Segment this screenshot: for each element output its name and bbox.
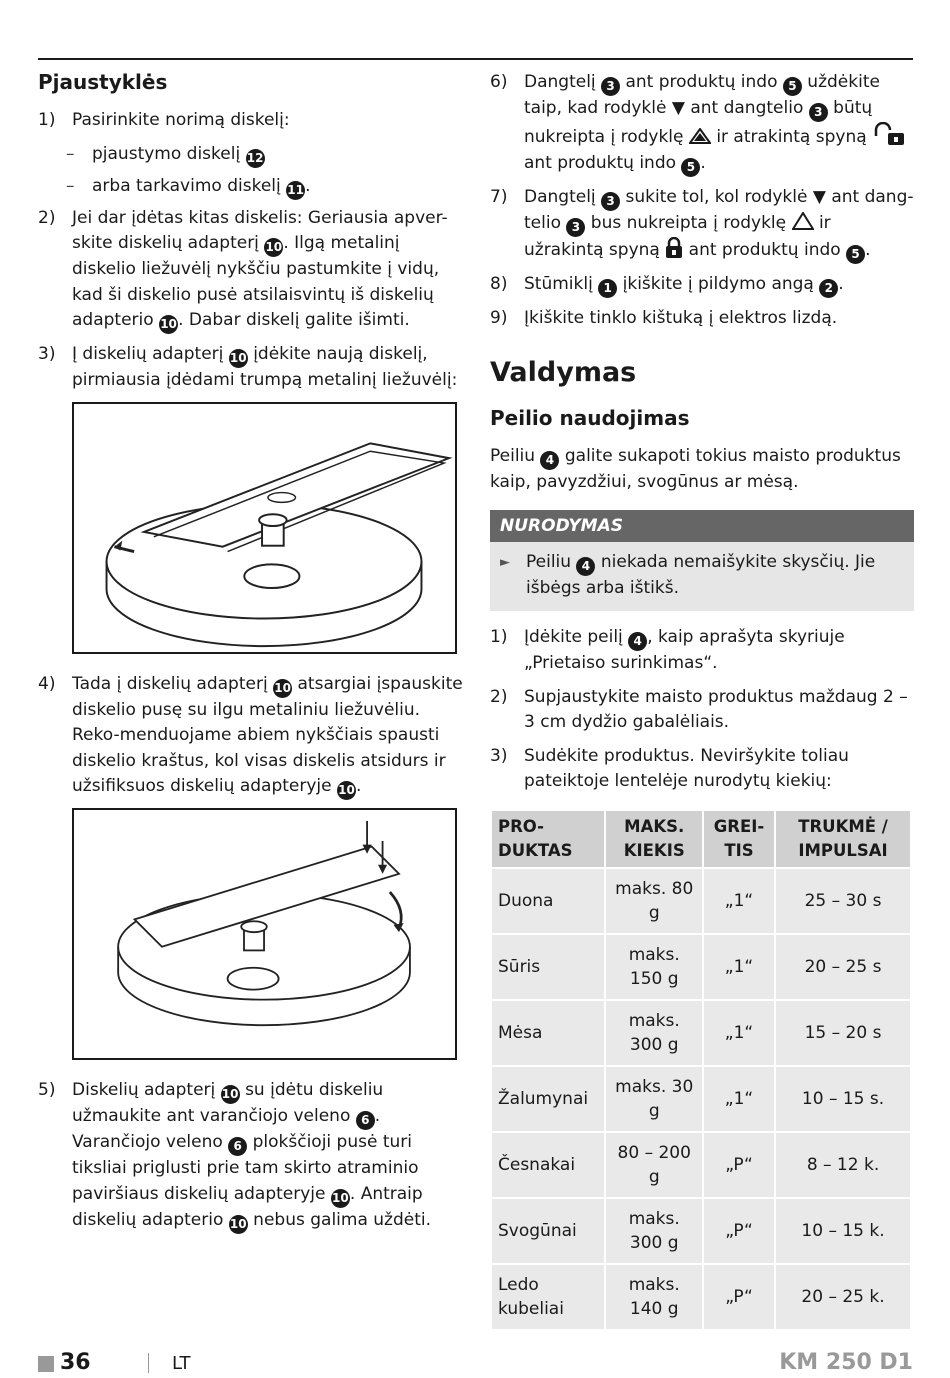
step-6: 6) Dangtelį 3 ant produktų indo 5 uždėkite taip, kad rodyklė ▼ ant dangtelio 3 būtų nukreipta į rodyklę ir atrakintą spyną ant produktų indo 5 . [490, 70, 914, 177]
table-cell: Svogūnai [491, 1198, 605, 1264]
top-rule [38, 58, 913, 60]
table-cell: 8 – 12 k. [775, 1132, 911, 1198]
knife-step-2: 2) Supjaustykite maisto produktus maždaug 2 – 3 cm dydžio gabalėliais. [490, 686, 908, 732]
page-number: 36 [60, 1350, 91, 1375]
locked-padlock-icon [665, 237, 683, 259]
table-cell: „P“ [703, 1132, 775, 1198]
step-3: 3) Į diskelių adapterį 10 įdėkite naują diskelį, pirmiausia įdėdami trumpą metalinį liežuvėlį: [38, 344, 458, 390]
right-column [490, 70, 914, 1331]
step-7: 7) Dangtelį 3 sukite tol, kol rodyklė ▼ ant dang-telio 3 bus nukreipta į rodyklę ir užrakintą spyną ant produktų indo 5 . [490, 185, 914, 264]
table-row [491, 1198, 911, 1264]
step-4: 4) Tada į diskelių adapterį 10 atsargiai įspauskite diskelio pusę su ilgu metaliniu liežuvėliu. Reko-menduojame abiem nykščiais spausti diskelio kraštus, kol visas diskelis atsidurs ir užsifiksuos diskelių adapteryje 10. [38, 672, 463, 801]
disc-adapter-illustration [74, 404, 455, 652]
unlocked-padlock-icon [872, 122, 906, 146]
table-cell: maks. 300 g [605, 1000, 703, 1066]
table-cell: 10 – 15 s. [775, 1066, 911, 1132]
warning-triangle-icon [689, 128, 711, 144]
part-number-badge: 10 [273, 679, 292, 698]
language-code: LT [172, 1353, 191, 1374]
table-row [491, 1264, 911, 1330]
table-cell: Ledo kubeliai [491, 1264, 605, 1330]
knife-intro: Peiliu 4 galite sukapoti tokius maisto produktus kaip, pavyzdžiui, svogūnus ar mėsą. [490, 446, 901, 492]
part-number-badge: 6 [356, 1111, 375, 1130]
subsection-heading-knife: Peilio naudojimas [490, 406, 690, 430]
part-number-badge: 3 [809, 103, 828, 122]
table-cell: maks. 80 g [605, 868, 703, 934]
column-header: MAKS. KIEKIS [605, 810, 703, 868]
knife-step-1: 1) Įdėkite peilį 4 , kaip aprašyta skyriuje „Prietaiso surinkimas“. [490, 627, 845, 673]
table-cell: Sūris [491, 934, 605, 1000]
table-cell: Duona [491, 868, 605, 934]
part-number-badge: 10 [229, 1215, 248, 1234]
table-cell: „1“ [703, 1000, 775, 1066]
part-number-badge: 10 [159, 315, 178, 334]
column-header: PRO-DUKTAS [491, 810, 605, 868]
column-header: TRUKMĖ / IMPULSAI [775, 810, 911, 868]
part-number-badge: 4 [576, 557, 595, 576]
model-name: KM 250 D1 [779, 1350, 913, 1375]
table-cell: „1“ [703, 868, 775, 934]
table-cell: „P“ [703, 1264, 775, 1330]
part-number-badge: 5 [681, 158, 700, 177]
part-number-badge: 3 [601, 77, 620, 96]
part-number-badge: 12 [246, 149, 265, 168]
table-cell: 10 – 15 k. [775, 1198, 911, 1264]
part-number-badge: 10 [331, 1189, 350, 1208]
table-cell: „P“ [703, 1198, 775, 1264]
part-number-badge: 10 [229, 349, 248, 368]
table-header-row [491, 810, 911, 868]
quantities-table [490, 809, 912, 1331]
disc-press-illustration [74, 810, 455, 1058]
step-2: 2) Jei dar įdėtas kitas diskelis: Geriausia apver-skite diskelių adapterį 10. Ilgą metalinį diskelio liežuvėlį nykščiu pastumkite į vidų, kad ši diskelio pusė atsilaisvintų iš diskelių adapterio 10. Dabar diskelį galite išimti. [38, 206, 463, 335]
table-cell: „1“ [703, 1066, 775, 1132]
part-number-badge: 10 [337, 781, 356, 800]
note-title: NURODYMAS [490, 510, 914, 542]
table-cell: 15 – 20 s [775, 1000, 911, 1066]
table-cell: maks. 140 g [605, 1264, 703, 1330]
sub-item-grating-disc: – arba tarkavimo diskelį 11. [66, 174, 463, 200]
step-9: 9) Įkiškite tinklo kištuką į elektros lizdą. [490, 307, 838, 328]
part-number-badge: 4 [540, 451, 559, 470]
sub-item-slicing-disc: – pjaustymo diskelį 12 [66, 142, 463, 168]
table-cell: maks. 150 g [605, 934, 703, 1000]
section-heading-slicers: Pjaustyklės [38, 70, 168, 94]
step-8: 8) Stūmiklį 1 įkiškite į pildymo angą 2 . [490, 272, 914, 298]
part-number-badge: 6 [228, 1137, 247, 1156]
table-cell: Mėsa [491, 1000, 605, 1066]
table-cell: Žalumynai [491, 1066, 605, 1132]
step-1: 1) Pasirinkite norimą diskelį: [38, 110, 290, 130]
figure-insert-disc [72, 402, 457, 654]
part-number-badge: 2 [819, 279, 838, 298]
part-number-badge: 1 [598, 279, 617, 298]
table-cell: 20 – 25 s [775, 934, 911, 1000]
footer-divider [148, 1353, 149, 1373]
note-body: ► Peiliu 4 niekada nemaišykite skysčių. Jie išbėgs arba ištikš. [490, 542, 914, 612]
step-5: 5) Diskelių adapterį 10 su įdėtu diskeliu užmaukite ant varančiojo veleno 6 . Varančiojo veleno 6 plokščioji pusė turi tiksliai priglusti prie tam skirto atraminio paviršiaus diskelių adapteryje 10. Antraip diskelių adapterio 10 nebus galima uždėti. [38, 1078, 463, 1234]
part-number-badge: 3 [601, 192, 620, 211]
table-cell: 80 – 200 g [605, 1132, 703, 1198]
part-number-badge: 4 [628, 632, 647, 651]
table-row [491, 868, 911, 934]
part-number-badge: 3 [566, 218, 585, 237]
figure-press-disc [72, 808, 457, 1060]
part-number-badge: 5 [846, 245, 865, 264]
part-number-badge: 10 [264, 238, 283, 257]
bullet-arrow-icon: ► [500, 554, 510, 570]
left-column [38, 70, 463, 1242]
column-header: GREI-TIS [703, 810, 775, 868]
table-cell: 20 – 25 k. [775, 1264, 911, 1330]
table-row [491, 1132, 911, 1198]
table-cell: Česnakai [491, 1132, 605, 1198]
table-cell: 25 – 30 s [775, 868, 911, 934]
knife-step-3: 3) Sudėkite produktus. Neviršykite toliau pateiktoje lentelėje nurodytų kiekių: [490, 745, 849, 791]
table-cell: „1“ [703, 934, 775, 1000]
part-number-badge: 5 [783, 77, 802, 96]
table-row [491, 1000, 911, 1066]
triangle-arrow-icon [792, 212, 814, 230]
note-box [490, 510, 914, 612]
table-row [491, 1066, 911, 1132]
part-number-badge: 11 [286, 181, 305, 200]
table-row [491, 934, 911, 1000]
table-cell: maks. 300 g [605, 1198, 703, 1264]
part-number-badge: 10 [221, 1085, 240, 1104]
footer-square-icon [38, 1356, 54, 1372]
section-heading-operation: Valdymas [490, 357, 637, 388]
table-cell: maks. 30 g [605, 1066, 703, 1132]
